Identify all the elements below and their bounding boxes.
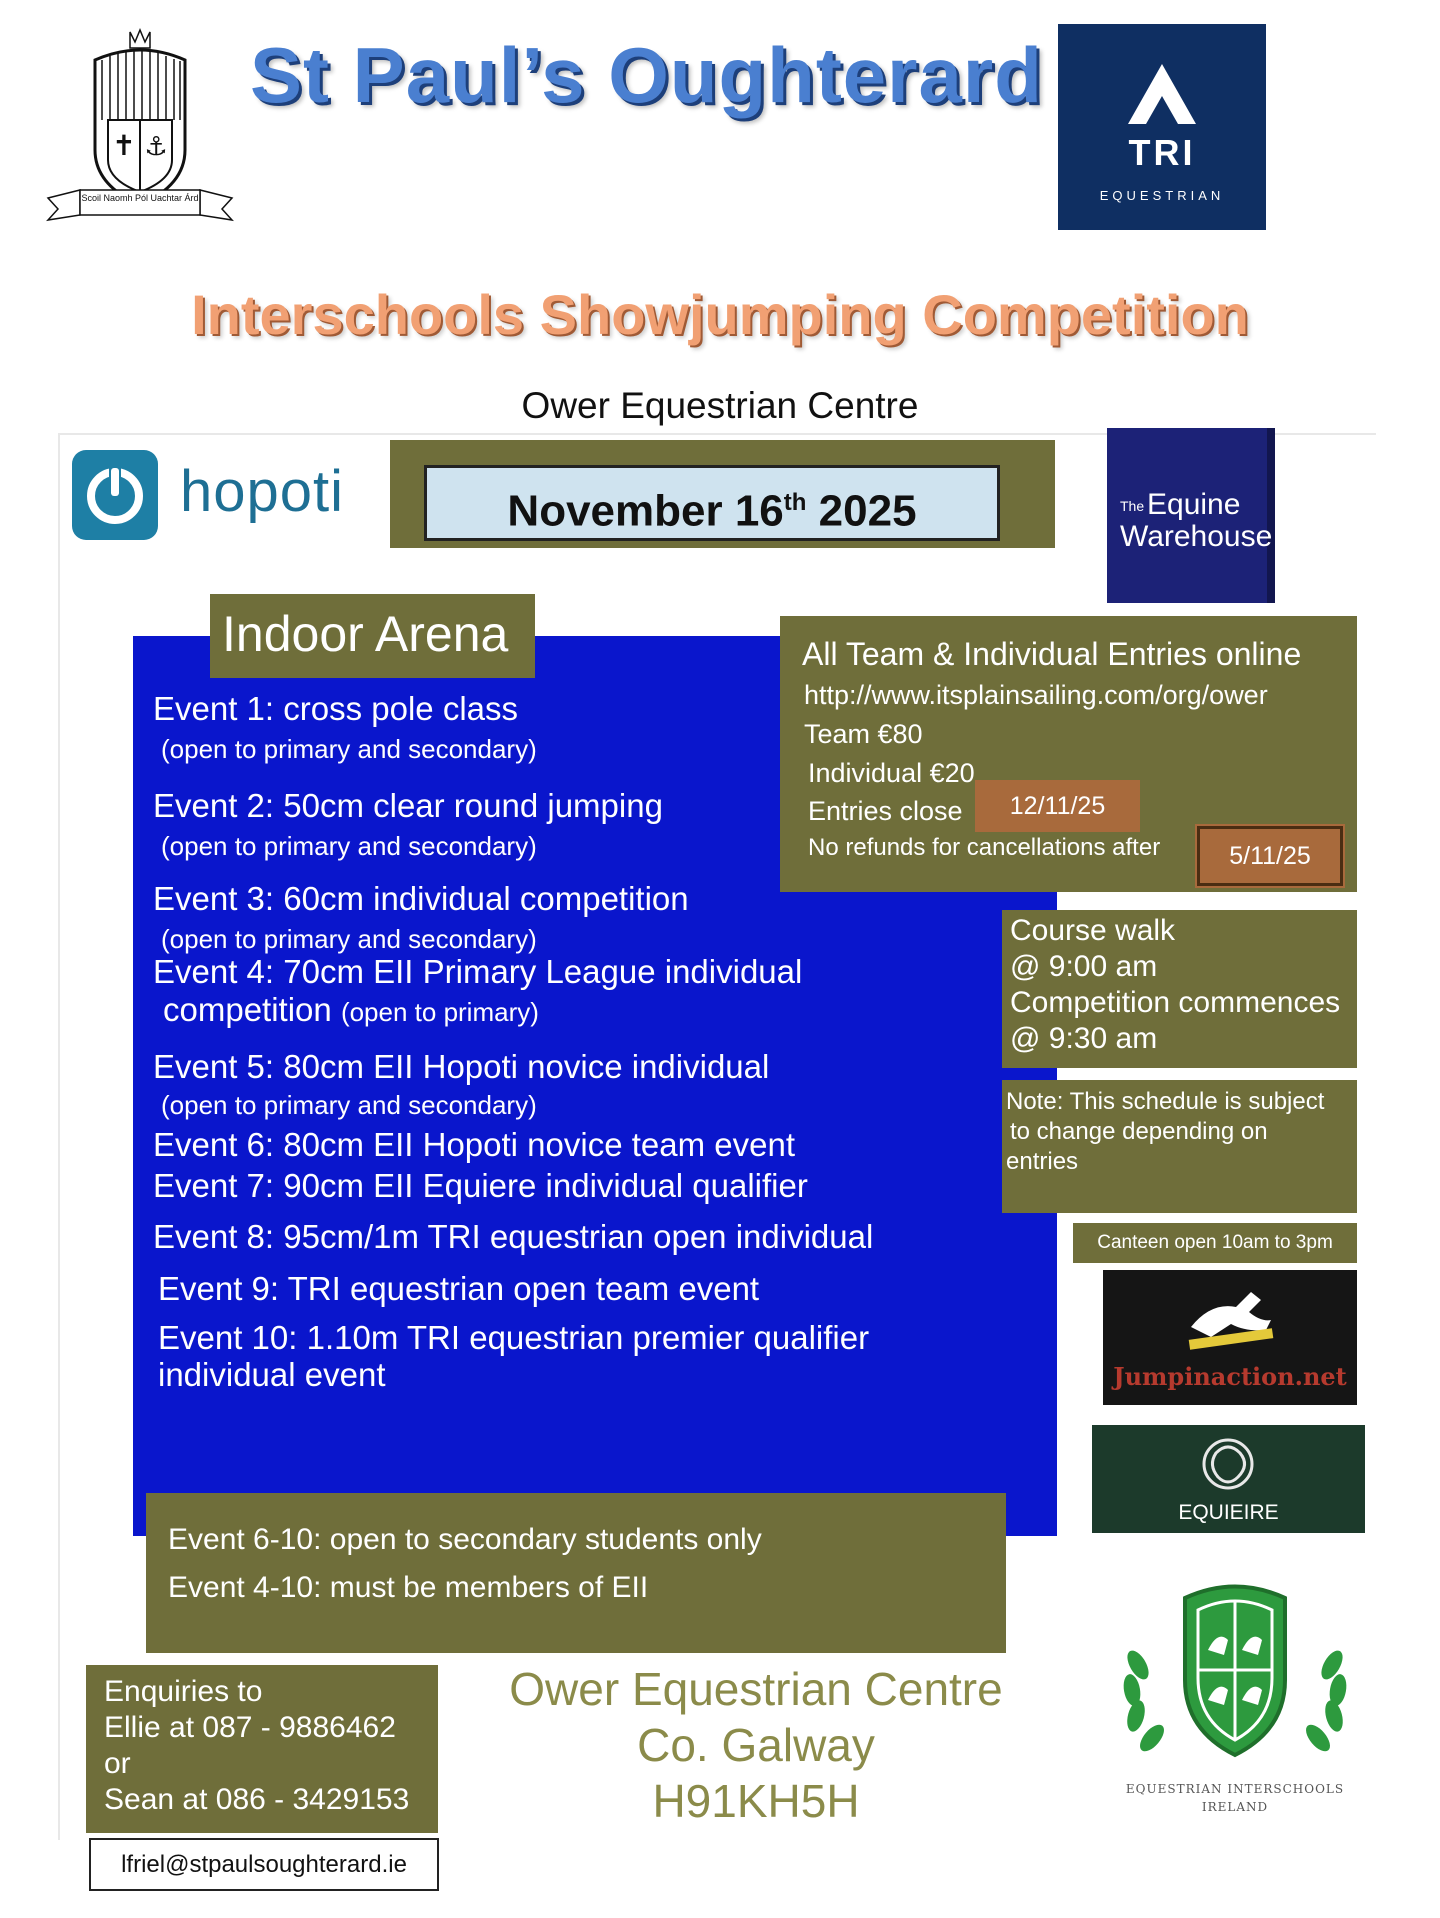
event-4-title: Event 4: 70cm EII Primary League individual [153,953,803,990]
equine-logo-main: Equine [1147,488,1241,521]
event-3-title: Event 3: 60cm individual competition [153,880,689,917]
course-walk-label: Course walk [1010,914,1176,947]
equestrian-interschools-ireland-logo [1110,1570,1360,1830]
date-year: 2025 [818,486,917,536]
event-1-note: (open to primary and secondary) [161,734,537,764]
note-line-1: Note: This schedule is subject [1006,1088,1325,1115]
contact-email[interactable]: lfriel@stpaulsoughterard.ie [89,1838,439,1891]
eligibility-line-2: Event 4-10: must be members of EII [168,1571,649,1604]
event-8-title: Event 8: 95cm/1m TRI equestrian open individual [153,1218,874,1255]
address-line-2: Co. Galway [637,1719,875,1771]
competition-start-time: @ 9:30 am [1010,1022,1158,1055]
address-line-3: H91KH5H [652,1775,860,1827]
entries-close-label: Entries close [808,796,963,826]
svg-text:✝: ✝ [112,129,136,162]
school-name: St Paul’s Oughterard [250,31,1043,119]
address-line-1: Ower Equestrian Centre [509,1663,1003,1715]
equine-logo-sub: Warehouse [1120,520,1273,553]
eligibility-line-1: Event 6-10: open to secondary students only [168,1523,762,1556]
enquiries-box [86,1665,438,1833]
crest-motto: Scoil Naomh Pól Uachtar Árd [81,193,199,203]
venue-heading: Ower Equestrian Centre [521,385,919,426]
jumpinaction-text: Jumpinaction.net [1113,1362,1347,1391]
eligibility-box [146,1493,1006,1653]
equieire-text: EQUIEIRE [1178,1501,1279,1524]
enquiries-or: or [104,1747,131,1780]
event-4-note: (open to primary) [340,997,539,1027]
event-5-title: Event 5: 80cm EII Hopoti novice individual [153,1048,770,1085]
hopoti-power-icon [72,450,158,540]
equine-logo-the: The [1120,498,1145,514]
event-5-note: (open to primary and secondary) [161,1090,537,1120]
canteen-hours: Canteen open 10am to 3pm [1073,1223,1357,1263]
school-crest-logo [40,20,240,230]
event-4-title-line2: competition [163,991,332,1028]
enquiries-label: Enquiries to [104,1675,263,1708]
equine-warehouse-logo [1107,428,1275,603]
tri-equestrian-logo [1058,24,1266,230]
event-9-title: Event 9: TRI equestrian open team event [158,1270,760,1307]
event-6-title: Event 6: 80cm EII Hopoti novice team event [153,1126,796,1163]
note-line-2: to change depending on [1010,1118,1268,1145]
competition-start-label: Competition commences [1010,986,1341,1019]
event-10-title: Event 10: 1.10m TRI equestrian premier qualifier [158,1319,870,1356]
competition-title: Interschools Showjumping Competition [191,283,1249,346]
event-10-title-line2: individual event [158,1356,386,1393]
jumpinaction-logo [1103,1270,1357,1405]
indoor-arena-label: Indoor Arena [210,594,535,678]
event-4-title-cont [163,991,539,1029]
eii-text-line-2: IRELAND [1201,1800,1269,1814]
refund-date: 5/11/25 [1197,826,1343,886]
enquiries-contact-1: Ellie at 087 - 9886462 [104,1711,396,1744]
schedule-note-box [1002,1080,1357,1213]
schedule-box [1002,910,1357,1068]
hopoti-logo-text: hopoti [180,459,345,524]
event-1-title: Event 1: cross pole class [153,690,518,727]
event-7-title: Event 7: 90cm EII Equiere individual qualifier [153,1167,808,1204]
course-walk-time: @ 9:00 am [1010,950,1158,983]
eii-text-line-1: EQUESTRIAN INTERSCHOOLS [1125,1782,1345,1796]
event-date [424,465,1000,541]
individual-fee: Individual €20 [808,758,975,788]
team-fee: Team €80 [804,719,923,749]
svg-text:⚓: ⚓ [144,132,168,162]
event-3-note: (open to primary and secondary) [161,924,537,954]
date-month-day: November 16 [507,486,784,536]
refund-label: No refunds for cancellations after [808,834,1161,861]
event-2-title: Event 2: 50cm clear round jumping [153,787,663,824]
venue-address [496,1662,1016,1830]
entries-heading: All Team & Individual Entries online [802,636,1302,672]
event-2-note: (open to primary and secondary) [161,831,537,861]
tri-logo-subtext: EQUESTRIAN [1099,188,1225,203]
equieire-logo [1092,1425,1365,1533]
enquiries-contact-2: Sean at 086 - 3429153 [104,1783,410,1816]
entries-url[interactable]: http://www.itsplainsailing.com/org/ower [804,680,1268,710]
date-ordinal: th [783,489,807,516]
tri-logo-text: TRI [1128,132,1196,173]
entries-close-date: 12/11/25 [975,780,1140,832]
note-line-3: entries [1006,1148,1079,1175]
